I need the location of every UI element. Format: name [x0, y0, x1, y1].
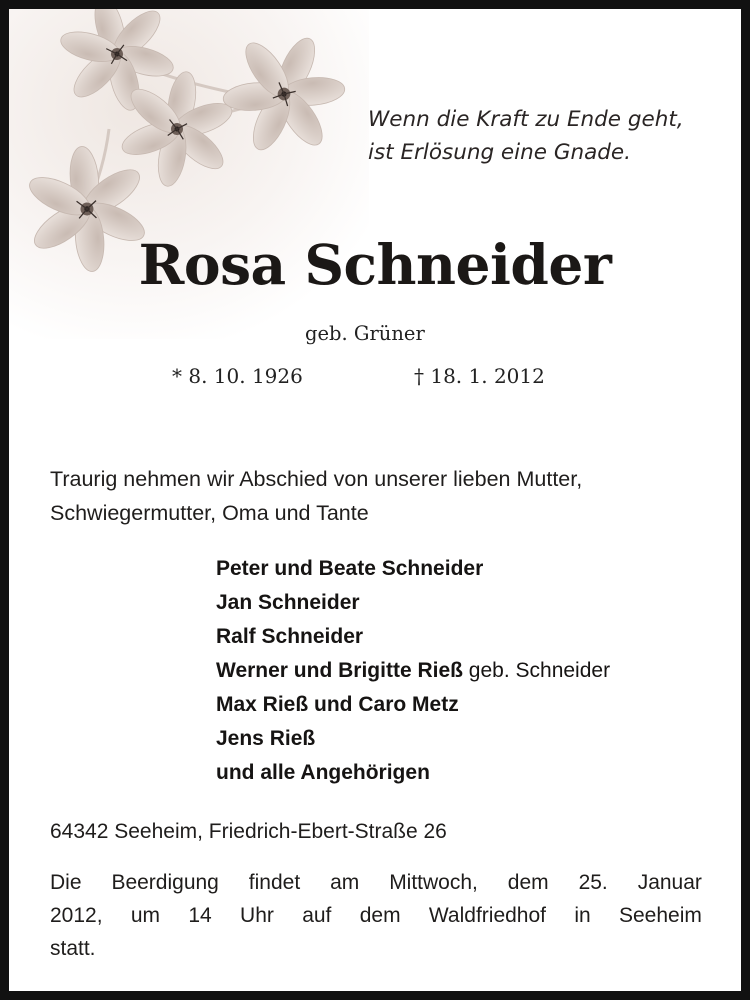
mourner-name: Peter und Beate Schneider — [216, 557, 484, 580]
funeral-word: am — [330, 871, 360, 894]
funeral-line — [50, 866, 702, 899]
mourner-entry — [216, 688, 716, 722]
intro-line: Schwiegermutter, Oma und Tante — [50, 501, 369, 525]
funeral-word: dem — [359, 904, 401, 927]
mourner-entry — [216, 654, 716, 688]
birth-date: * 8. 10. 1926 — [172, 364, 303, 388]
death-date: † 18. 1. 2012 — [414, 364, 545, 388]
mourners-list — [216, 552, 716, 790]
memorial-quote — [368, 103, 728, 169]
funeral-word: Mittwoch, — [389, 871, 478, 894]
funeral-word: findet — [248, 871, 301, 894]
funeral-word: Die — [50, 871, 82, 894]
maiden-name: geb. Grüner — [305, 322, 425, 345]
quote-line: ist Erlösung eine Gnade. — [368, 140, 631, 165]
funeral-line: statt. — [50, 937, 96, 960]
funeral-word: Januar — [637, 871, 702, 894]
funeral-word: 25. — [578, 871, 608, 894]
mourner-suffix: geb. Schneider — [462, 659, 611, 682]
mourner-name: Jens Rieß — [216, 727, 316, 750]
intro-line: Traurig nehmen wir Abschied von unserer lieben Mutter, — [50, 467, 583, 491]
funeral-word: Seeheim — [619, 904, 702, 927]
intro-text — [50, 462, 710, 530]
mourner-entry — [216, 586, 716, 620]
funeral-word: Beerdigung — [111, 871, 219, 894]
mourner-entry — [216, 552, 716, 586]
mourner-name: Ralf Schneider — [216, 625, 364, 648]
deceased-name: Rosa Schneider — [138, 232, 612, 297]
family-address: 64342 Seeheim, Friedrich-Ebert-Straße 26 — [50, 820, 447, 843]
quote-line: Wenn die Kraft zu Ende geht, — [368, 107, 684, 132]
funeral-word: Uhr — [240, 904, 274, 927]
mourner-entry — [216, 756, 716, 790]
funeral-word: 2012, — [50, 904, 103, 927]
funeral-info — [50, 866, 702, 965]
mourner-name: Jan Schneider — [216, 591, 360, 614]
mourner-name: Max Rieß und Caro Metz — [216, 693, 459, 716]
funeral-word: in — [574, 904, 591, 927]
mourner-entry — [216, 722, 716, 756]
mourner-name: Werner und Brigitte Rieß — [216, 659, 463, 682]
mourner-entry — [216, 620, 716, 654]
funeral-word: auf — [302, 904, 332, 927]
funeral-word: dem — [507, 871, 549, 894]
mourner-name: und alle Angehörigen — [216, 761, 430, 784]
funeral-word: um — [130, 904, 161, 927]
funeral-line — [50, 899, 702, 932]
funeral-word: Waldfriedhof — [428, 904, 547, 927]
funeral-word: 14 — [188, 904, 212, 927]
